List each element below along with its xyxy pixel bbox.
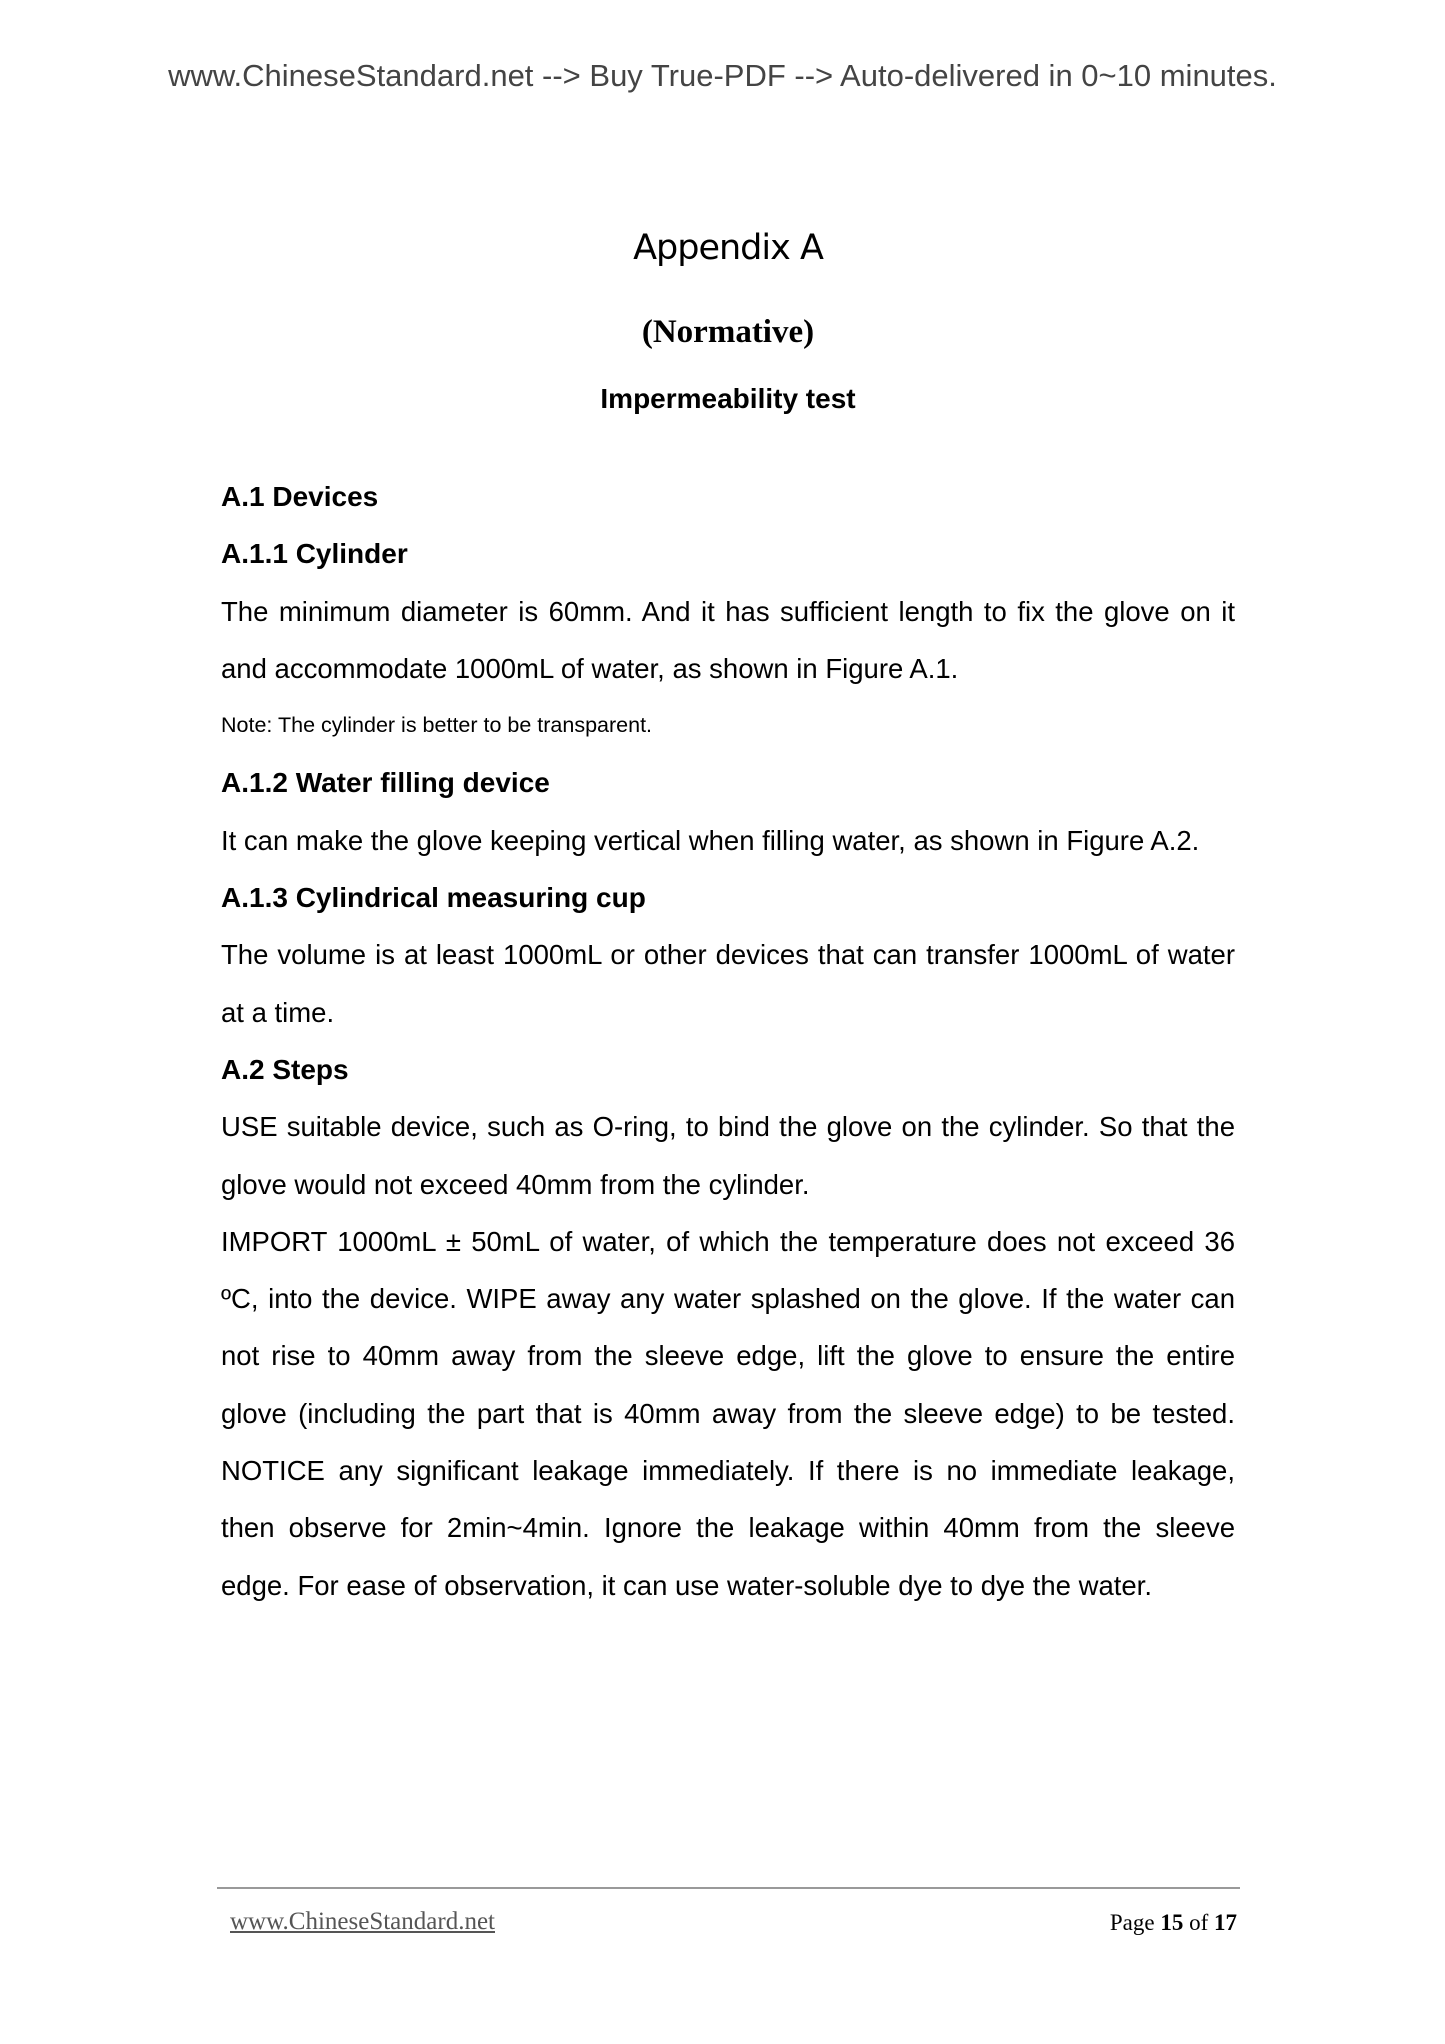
appendix-type: (Normative) bbox=[641, 314, 815, 350]
page-current: 15 bbox=[1160, 1910, 1184, 1935]
heading-a13: A.1.3 Cylindrical measuring cup bbox=[221, 882, 646, 914]
document-body bbox=[221, 468, 1235, 1614]
page-number bbox=[1110, 1910, 1237, 1936]
paragraph-a12: It can make the glove keeping vertical when filling water, as shown in Figure A.2. bbox=[221, 824, 1200, 856]
heading-a11: A.1.1 Cylinder bbox=[221, 538, 408, 570]
note-a11: Note: The cylinder is better to be transparent. bbox=[221, 713, 653, 738]
heading-a1: A.1 Devices bbox=[221, 481, 379, 512]
paragraph-a13: The volume is at least 1000mL or other devices that can transfer 1000mL of water at a time. bbox=[221, 939, 1235, 1028]
promo-banner: www.ChineseStandard.net --> Buy True-PDF --> Auto-delivered in 0~10 minutes. bbox=[168, 58, 1277, 93]
page-of: of bbox=[1189, 1910, 1209, 1935]
paragraph-a11: The minimum diameter is 60mm. And it has sufficient length to fix the glove on it and accommodate 1000mL of water, as shown in Figure A.1. bbox=[221, 595, 1235, 684]
heading-a12: A.1.2 Water filling device bbox=[221, 767, 550, 799]
appendix-subtitle: Impermeability test bbox=[600, 383, 856, 414]
paragraph-a2-2: IMPORT 1000mL ± 50mL of water, of which the temperature does not exceed 36 ºC, into the device. WIPE away any water splashed on the glove. If the water can not rise to 40mm away from the sleeve edge, lift the glove to ensure the entire glove (including the part that is 40mm away from the sleeve edge) to be tested. NOTICE any significant leakage immediately. If there is no immediate leakage, then observe for 2min~4min. Ignore the leakage within 40mm from the sleeve edge. For ease of observation, it can use water-soluble dye to dye the water. bbox=[221, 1225, 1235, 1601]
footer-divider bbox=[217, 1887, 1240, 1889]
page-total: 17 bbox=[1214, 1910, 1237, 1935]
page-label: Page bbox=[1109, 1910, 1155, 1935]
heading-a2: A.2 Steps bbox=[221, 1053, 349, 1085]
appendix-title: Appendix A bbox=[633, 228, 823, 268]
footer-website-link[interactable]: www.ChineseStandard.net bbox=[230, 1908, 495, 1935]
paragraph-a2-1: USE suitable device, such as O-ring, to bind the glove on the cylinder. So that the glove would not exceed 40mm from the cylinder. bbox=[221, 1111, 1235, 1200]
